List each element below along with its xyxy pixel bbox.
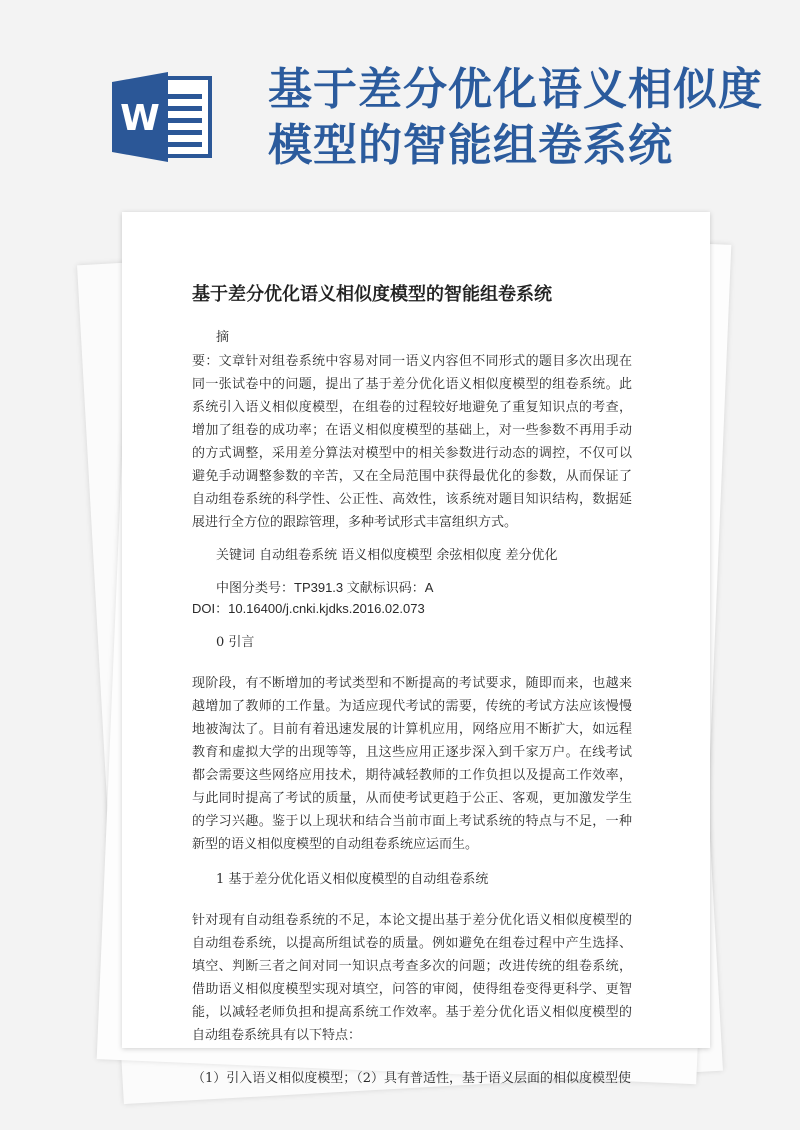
section1-heading: 1 基于差分优化语义相似度模型的自动组卷系统 xyxy=(216,872,489,887)
intro-heading: 0 引言 xyxy=(216,635,255,650)
intro-text: 现阶段，有不断增加的考试类型和不断提高的考试要求，随即而来，也越来越增加了教师的工作量。为适应现代考试的需要，传统的考试方法应该慢慢地被淘汰了。目前有着迅速发展的计算机应用，网络应用不断扩大，如远程教育和虚拟大学的出现等等，且这些应用正逐步深入到千家万户。在线考试都会需要这些网络应用技术，期待减轻教师的工作负担以及提高工作效率，与此同时提高了考试的质量，从而使考试更趋于公正、客观，更加激发学生的学习兴趣。鉴于以上现状和结合当前市面上考试系统的特点与不足，一种新型的语义相似度模型的自动组卷系统应运而生。 xyxy=(192,676,632,852)
abstract-text: 要：文章针对组卷系统中容易对同一语义内容但不同形式的题目多次出现在同一张试卷中的问题，提出了基于差分优化语义相似度模型的组卷系统。此系统引入语义相似度模型，在组卷的过程较好地避免了重复知识点的考查，增加了组卷的成功率；在语义相似度模型的基础上，对一些参数不再用手动的方式调整，采用差分算法对模型中的相关参数进行动态的调控，不仅可以避免手动调整参数的辛苦，又在全局范围中获得最优化的参数，从而保证了自动组卷系统的科学性、公正性、高效性，该系统对题目知识结构，数据延展进行全方位的跟踪管理，多种考试形式丰富组织方式。 xyxy=(192,354,632,530)
document-title: 基于差分优化语义相似度模型的智能组卷系统 xyxy=(192,284,552,305)
word-logo-letter: W xyxy=(120,98,160,139)
keywords: 关键词 自动组卷系统 语义相似度模型 余弦相似度 差分优化 xyxy=(216,548,558,563)
features-line: （1）引入语义相似度模型；（2）具有普适性，基于语义层面的相似度模型使 xyxy=(192,1071,632,1086)
doi: DOI：10.16400/j.cnki.kjdks.2016.02.073 xyxy=(192,601,425,616)
abstract-heading: 摘 xyxy=(216,330,230,345)
header xyxy=(0,0,800,210)
header-title: 基于差分优化语义相似度模型的智能组卷系统 xyxy=(268,64,763,171)
classification-number: 中图分类号：TP391.3 文献标识码：A xyxy=(216,580,434,595)
section1-text: 针对现有自动组卷系统的不足，本论文提出基于差分优化语义相似度模型的自动组卷系统，以提高所组试卷的质量。例如避免在组卷过程中产生选择、填空、判断三者之间对同一知识点考查多次的问题；改进传统的组卷系统，借助语义相似度模型实现对填空，问答的审阅，使得组卷变得更科学、更智能，以减轻老师负担和提高系统工作效率。基于差分优化语义相似度模型的自动组卷系统具有以下特点： xyxy=(192,913,632,1043)
document-body xyxy=(192,280,632,1090)
word-document-icon xyxy=(112,72,214,162)
